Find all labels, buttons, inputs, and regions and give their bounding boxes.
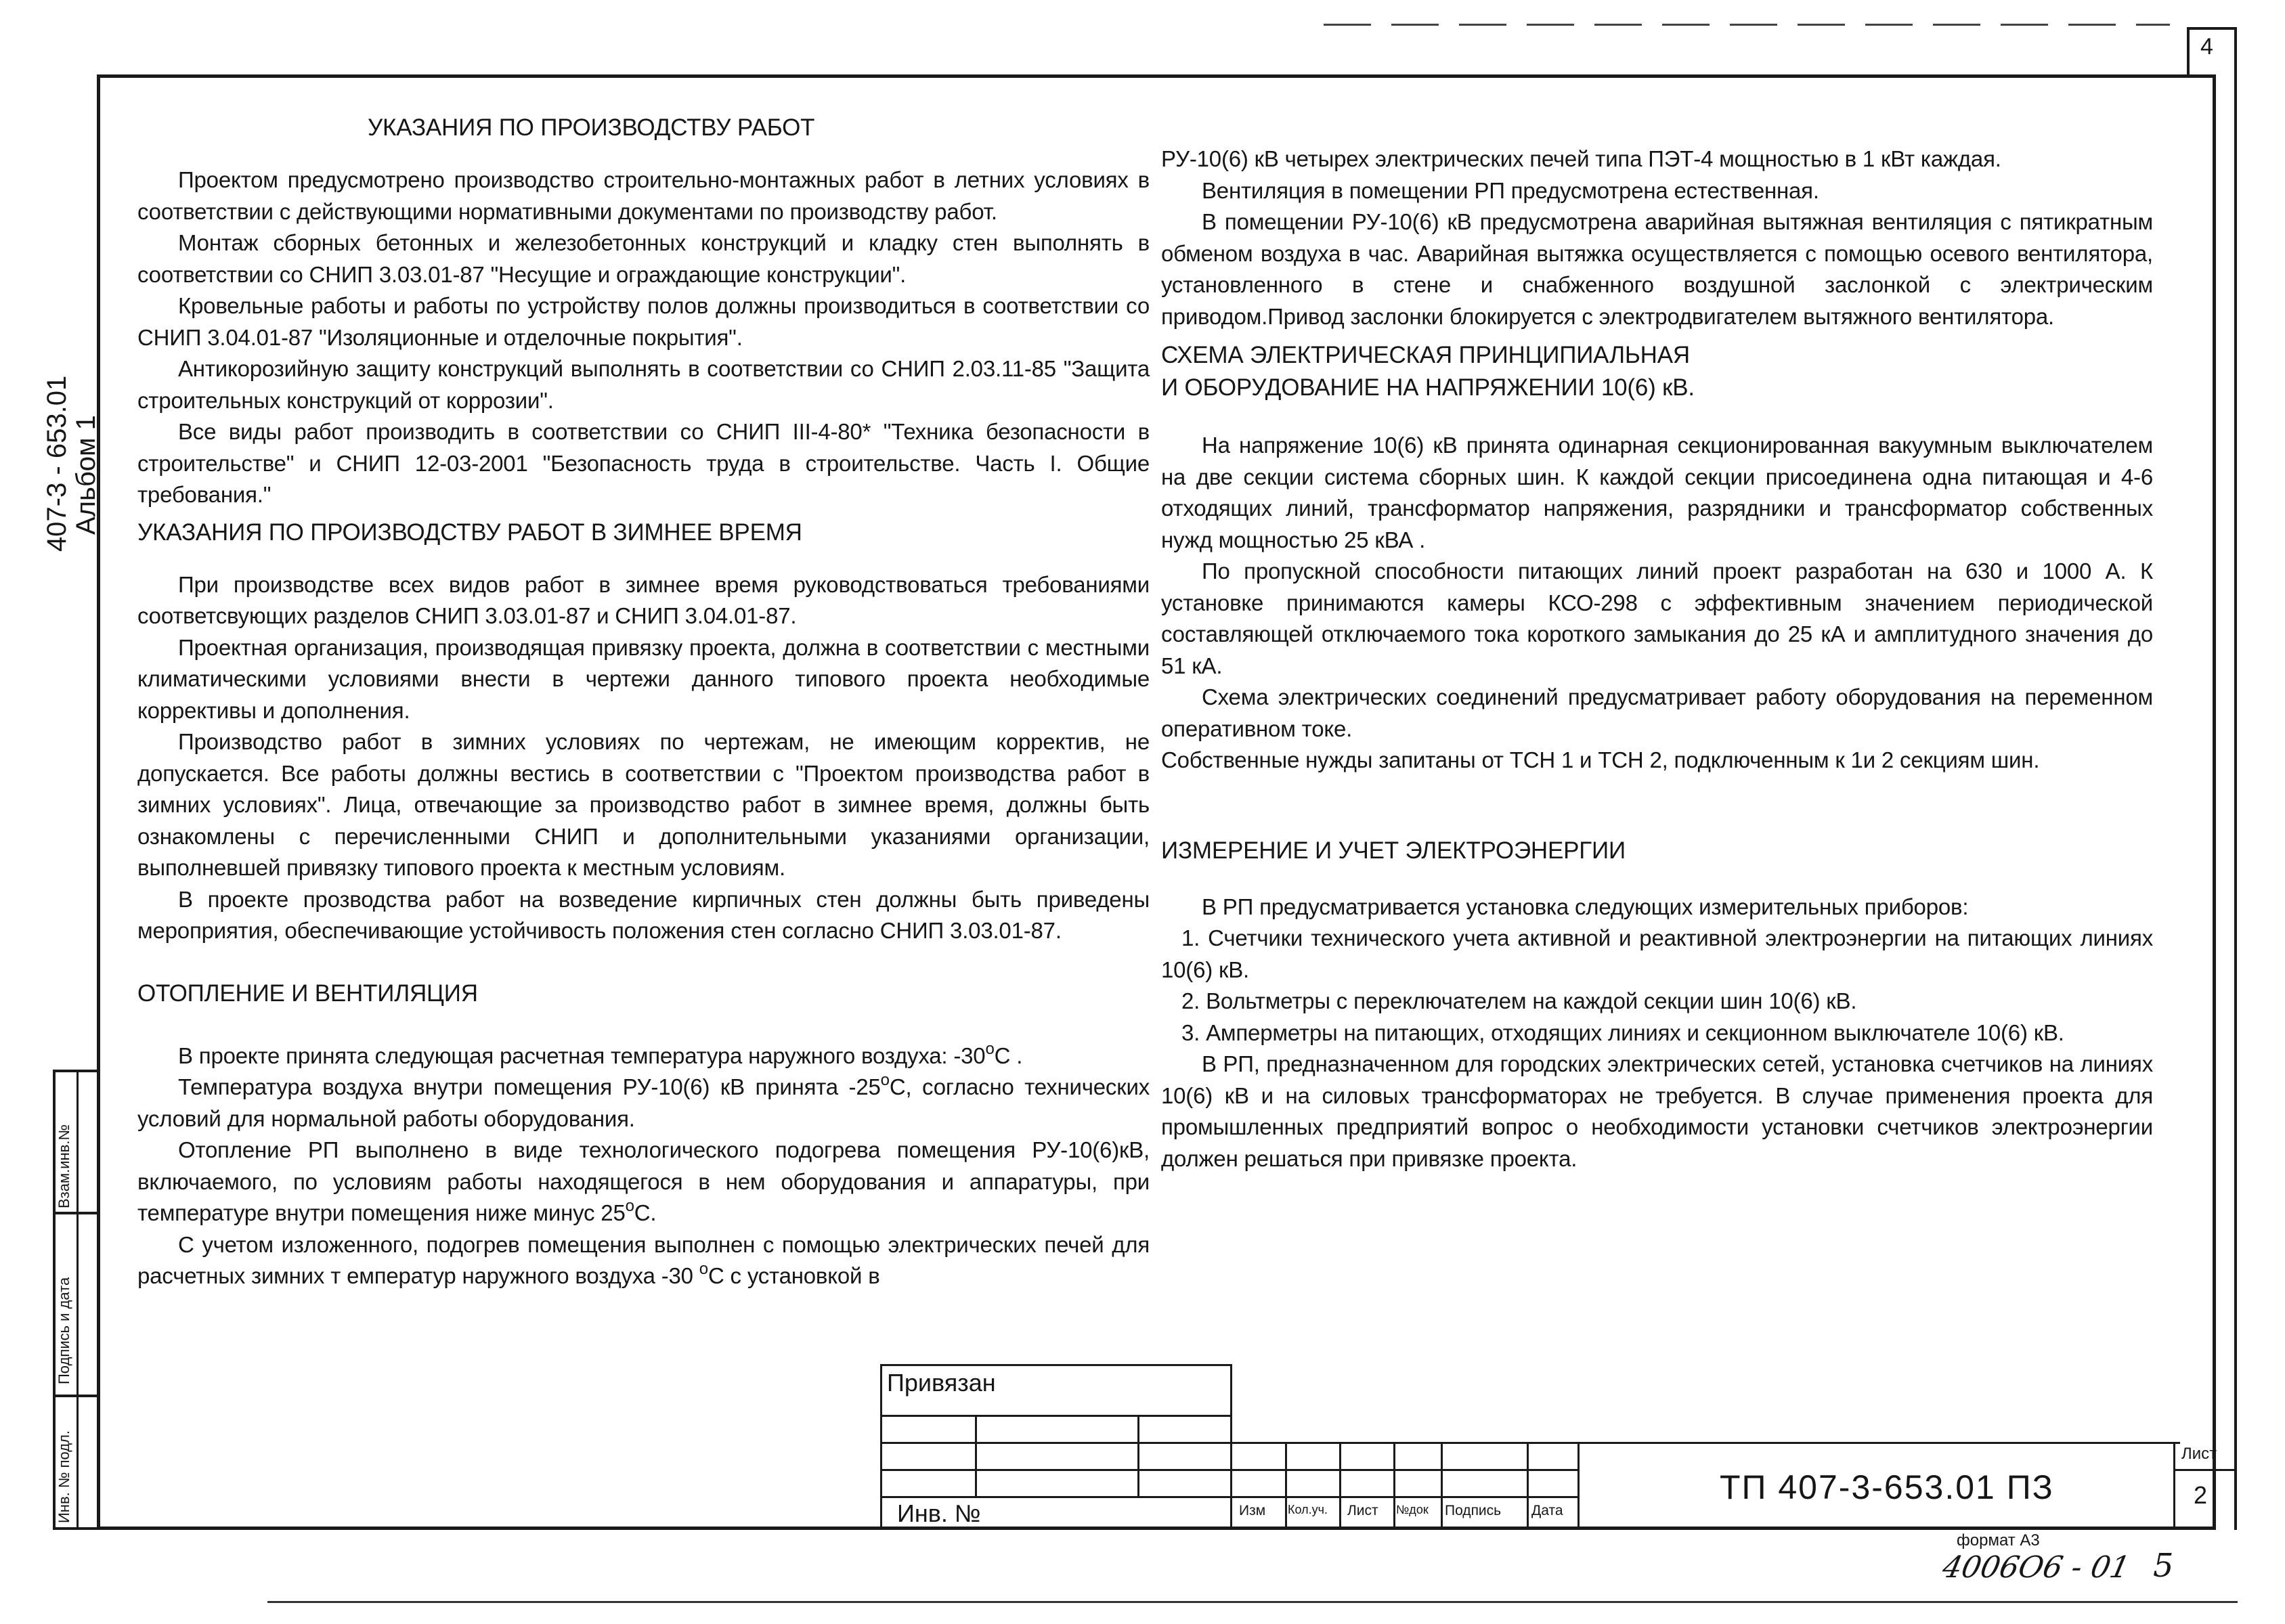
para-heaters: С учетом изложенного, подогрев помещения выполнен с помощью электрических печей для расчетных зимних т емператур наружного воздуха -30 $^o$С с установкой в: [137, 1231, 1150, 1288]
handwritten-page-no: 5: [2153, 1547, 2174, 1585]
side-code-line1: 407-3 - 653.01: [42, 375, 72, 552]
privyazan-row1: [880, 1415, 1232, 1417]
para-aux-needs: Собственные нужды запитаны от ТСН 1 и ТСН 2, подключенным к 1и 2 секциям шин.: [1161, 747, 2040, 772]
inv-no-label: Инв. №: [897, 1499, 981, 1527]
side-label-inv: Инв. № подл.: [56, 1430, 72, 1523]
revision-grid-v5: [1527, 1442, 1529, 1530]
para-instrument-1: 1. Счетчики технического учета активной и реактивной электроэнергии на питающих линиях 10(6) кВ.: [1161, 925, 2153, 982]
privyazan-label: Привязан: [887, 1369, 996, 1397]
para-natural-ventilation: Вентиляция в помещении РП предусмотрена естественная.: [1202, 177, 1819, 203]
para-instrument-2: 2. Вольтметры с переключателем на каждой секции шин 10(6) кВ.: [1181, 988, 1857, 1013]
heading-heating-ventilation: ОТОПЛЕНИЕ И ВЕНТИЛЯЦИЯ: [137, 980, 478, 1007]
col-ndok: №док: [1396, 1503, 1429, 1516]
document-code: ТП 407-3-653.01 ПЗ: [1720, 1468, 2054, 1506]
para-busbar-system: На напряжение 10(6) кВ принята одинарная секционированная вакуумным выключателем на две секции система сборных шин. К каждой секции присоединена одна питающая и 4-6 отходящих линий, трансформатор напряжения, разрядники и трансформатор собственных нужд мощностью 25 кВА .: [1161, 433, 2153, 552]
bottom-rule: [267, 1601, 2238, 1603]
privyazan-vline1: [975, 1415, 977, 1496]
col-kol-uch: Кол.уч.: [1288, 1503, 1328, 1516]
para-indoor-temp: Температура воздуха внутри помещения РУ-10(6) кВ принята -25$^o$C, согласно технических условий для нормальной работы оборудования.: [137, 1071, 1150, 1131]
para-brick-walls: В проекте прозводства работ на возведение кирпичных стен должны быть приведены мероприятия, обеспечивающие устойчивость положения стен согласно СНИП 3.03.01-87.: [137, 886, 1150, 943]
revision-grid-v4: [1441, 1442, 1443, 1530]
col-izm: Изм: [1239, 1503, 1266, 1518]
para-ac-control: Схема электрических соединений предусматривает работу оборудования на переменном оперативном токе.: [1161, 684, 2153, 741]
para-heating: Отопление РП выполнено в виде технологического подогрева помещения РУ-10(6)кВ, включаемого, по условиям работы находящегося в нем оборудования и аппаратуры, при температуре внутри помещения ниже минус 25$^o$C.: [137, 1137, 1150, 1225]
col-list: Лист: [1347, 1503, 1378, 1518]
revision-grid-row1: [1232, 1469, 1577, 1471]
para-winter-conditions: Производство работ в зимних условиях по чертежам, не имеющим корректив, не допускается. Все работы должны вестись в соответствии с "Проектом производства работ в зимних условиях". Лица, отвечающие за производство работ в зимнее время, должны быть ознакомлены с перечисленными СНИП и дополнительными указаниями организации, выполневшей привязку типового проекта к местным условиям.: [137, 729, 1150, 880]
para-instruments-intro: В РП предусматривается установка следующих измерительных приборов:: [1202, 894, 1969, 919]
revision-grid-top: [1232, 1442, 2180, 1444]
para-meters-note: В РП, предназначенном для городских электрических сетей, установка счетчиков на линиях 10(6) кВ и на силовых трансформаторах не требуется. В случае применения проекта для промышленных предприятий вопрос о необходимости установки счетчиков электроэнергии должен решаться при привязке проекта.: [1161, 1051, 2153, 1171]
col-podpis: Подпись: [1445, 1503, 1502, 1518]
top-dash-line: [1324, 24, 2170, 26]
right-column: [1161, 144, 2153, 1175]
heading-schema-line2: И ОБОРУДОВАНИЕ НА НАПРЯЖЕНИИ 10(6) кВ.: [1161, 374, 1695, 401]
privyazan-row4: [880, 1496, 1232, 1498]
para-emergency-ventilation: В помещении РУ-10(6) кВ предусмотрена аварийная вытяжная вентиляция с пятикратным обменом воздуха в час. Аварийная вытяжка осуществляется с помощью осевого вентилятора, установленного в стене и снабженного воздушной заслонкой с электрическим приводом.Привод заслонки блокируется с электродвигателем вытяжного вентилятора.: [1161, 209, 2153, 329]
side-stamp-h2: [53, 1395, 99, 1397]
privyazan-vline2: [1137, 1415, 1139, 1496]
col-data: Дата: [1531, 1503, 1563, 1518]
para-instrument-3: 3. Амперметры на питающих, отходящих линиях и секционном выключателе 10(6) кВ.: [1181, 1019, 2064, 1045]
list-label: Лист: [2181, 1445, 2217, 1463]
para-mounting: Монтаж сборных бетонных и железобетонных конструкций и кладку стен выполнять в соответствии со СНИП 3.03.01-87 "Несущие и ограждающие конструкции".: [137, 230, 1150, 287]
list-box-divider: [2173, 1469, 2234, 1471]
privyazan-row2: [880, 1442, 1232, 1444]
para-anticorrosion: Антикорозийную защиту конструкций выполнять в соответствии со СНИП 2.03.11-85 "Защита строительных конструкций от коррозии".: [137, 356, 1150, 413]
para-winter-requirements: При производстве всех видов работ в зимнее время руководствоваться требованиями соответсвующих разделов СНИП 3.03.01-87 и СНИП 3.04.01-87.: [137, 571, 1150, 628]
handwritten-archive-no: 4006О6 - 01: [1939, 1550, 2133, 1585]
para-heaters-cont: РУ-10(6) кВ четырех электрических печей типа ПЭТ-4 мощностью в 1 кВт каждая.: [1161, 146, 2001, 171]
heading-work-instructions: УКАЗАНИЯ ПО ПРОИЗВОДСТВУ РАБОТ: [368, 114, 815, 141]
revision-grid-row2: [1232, 1496, 1577, 1498]
sheet-corner-number: 4: [2200, 34, 2213, 60]
para-roofing: Кровельные работы и работы по устройству полов должны производиться в соответствии со СНИП 3.04.01-87 "Изоляционные и отделочные покрытия".: [137, 293, 1150, 350]
side-stamp-divider: [77, 1070, 79, 1530]
privyazan-row3: [880, 1469, 1232, 1471]
heading-schema-line1: СХЕМА ЭЛЕКТРИЧЕСКАЯ ПРИНЦИПИАЛЬНАЯ: [1161, 342, 1690, 368]
revision-grid-v3: [1393, 1442, 1395, 1530]
side-label-podpis: Подпись и дата: [56, 1277, 72, 1384]
heading-metering: ИЗМЕРЕНИЕ И УЧЕТ ЭЛЕКТРОЭНЕРГИИ: [1161, 837, 1626, 864]
revision-grid-v1: [1285, 1442, 1287, 1530]
left-column: [137, 112, 1150, 1292]
para-summer-works: Проектом предусмотрено производство строительно-монтажных работ в летних условиях в соответствии с действующими нормативными документами по производству работ.: [137, 167, 1150, 224]
side-code-line2: Альбом 1: [71, 415, 101, 535]
para-design-org: Проектная организация, производящая привязку проекта, должна в соответствии с местными климатическими условиями внести в чертежи данного типового проекта необходимые коррективы и дополнения.: [137, 634, 1150, 723]
format-label: формат А3: [1957, 1531, 2040, 1550]
heading-winter-works: УКАЗАНИЯ ПО ПРОИЗВОДСТВУ РАБОТ В ЗИМНЕЕ ВРЕМЯ: [137, 519, 802, 546]
frame-right-edge: [2234, 74, 2237, 1530]
list-number: 2: [2194, 1481, 2208, 1509]
revision-grid-v2: [1339, 1442, 1341, 1530]
side-label-vzam: Взам.инв.№: [56, 1124, 72, 1208]
para-throughput: По пропускной способности питающих линий проект разработан на 630 и 1000 А. К установке принимаются камеры КСО-298 с эффективным значением периодической составляющей отключаемого тока короткого замыкания до 25 кА и амплитудного значения до 51 кА.: [1161, 558, 2153, 678]
revision-grid-v6: [1577, 1442, 1580, 1530]
side-stamp-h1: [53, 1212, 99, 1214]
para-outdoor-temp: В проекте принята следующая расчетная температура наружного воздуха: -30$^o$C .: [178, 1039, 1023, 1068]
para-safety: Все виды работ производить в соответствии со СНИП III-4-80* "Техника безопасности в строительстве" и СНИП 12-03-2001 "Безопасность труда в строительстве. Часть I. Общие требования.": [137, 419, 1150, 507]
